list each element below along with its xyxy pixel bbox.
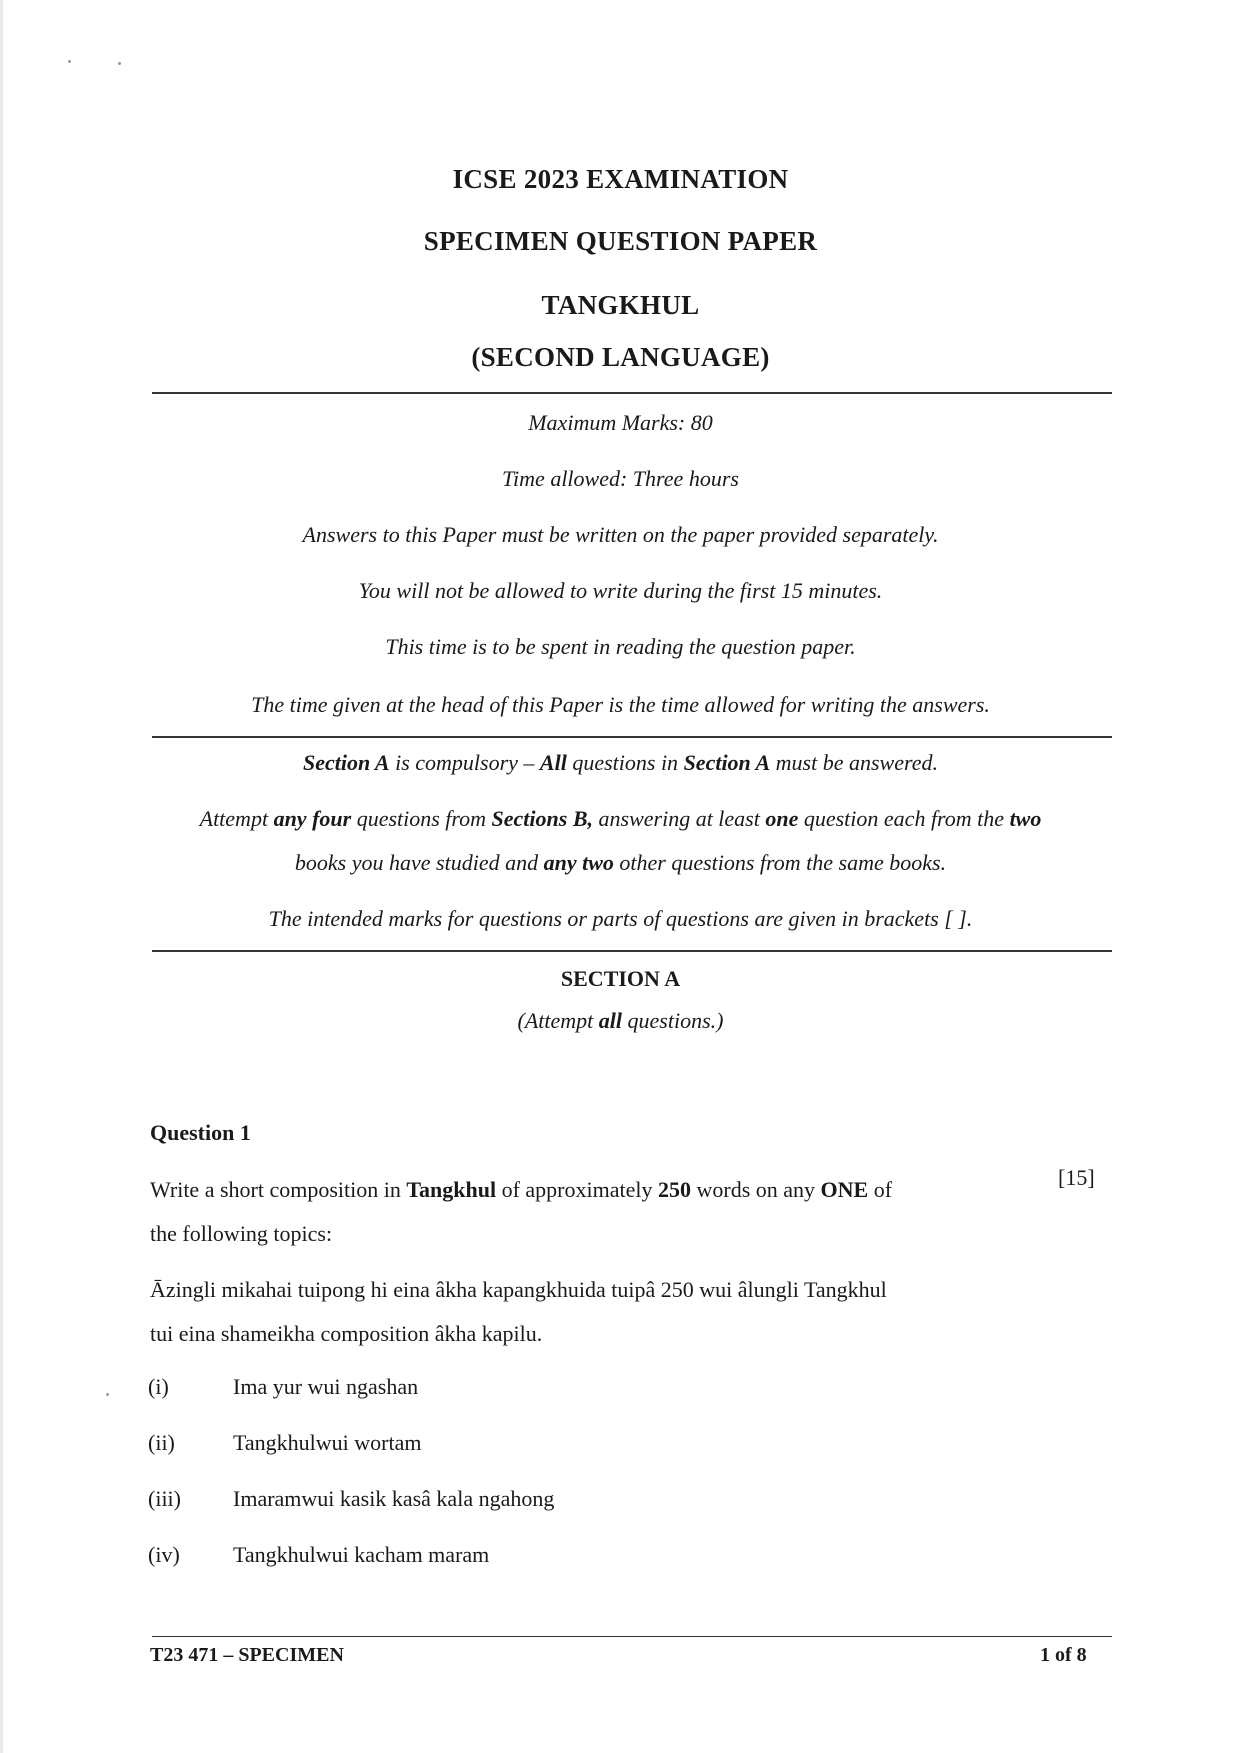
section-sub-text: (Attempt xyxy=(517,1008,599,1033)
info-line-4: The time given at the head of this Paper is the time allowed for writing the answers. xyxy=(251,692,990,717)
prompt-bold: 250 xyxy=(657,1177,691,1202)
page-edge-shadow xyxy=(0,0,3,1753)
instruction-1 xyxy=(0,750,1241,776)
question-marks: [15] xyxy=(1058,1165,1095,1190)
option-number: (ii) xyxy=(148,1430,175,1455)
time-allowed: Time allowed: Three hours xyxy=(502,466,739,491)
question-prompt-line-1 xyxy=(150,1174,892,1206)
instr-text: Attempt xyxy=(199,806,274,831)
instr-bold: two xyxy=(1009,806,1042,831)
info-line-1: Answers to this Paper must be written on the paper provided separately. xyxy=(302,522,939,547)
option-text: Tangkhulwui kacham maram xyxy=(233,1542,490,1567)
section-title: SECTION A xyxy=(560,966,681,991)
tangkhul-prompt-line-2: tui eina shameikha composition âkha kapilu. xyxy=(150,1321,543,1346)
instr-text: is compulsory – xyxy=(389,750,540,775)
instr-text: questions from xyxy=(351,806,492,831)
question-prompt-line-2: the following topics: xyxy=(150,1221,333,1246)
scan-speck xyxy=(68,60,71,63)
section-subtitle xyxy=(0,1008,1241,1034)
divider xyxy=(152,736,1112,738)
option-number: (iv) xyxy=(148,1542,180,1567)
instr-text: question each from the xyxy=(798,806,1010,831)
instr-bold: Sections B, xyxy=(491,806,594,831)
instr-bold: any two xyxy=(543,850,614,875)
instr-bold: one xyxy=(765,806,799,831)
question-heading: Question 1 xyxy=(150,1120,251,1145)
option-number: (i) xyxy=(148,1374,169,1399)
max-marks: Maximum Marks: 80 xyxy=(528,410,713,435)
prompt-bold: ONE xyxy=(820,1177,869,1202)
section-sub-text: questions.) xyxy=(622,1008,724,1033)
footer-code: T23 471 – SPECIMEN xyxy=(150,1644,344,1666)
option-text: Imaramwui kasik kasâ kala ngahong xyxy=(233,1486,555,1511)
paper-title: SPECIMEN QUESTION PAPER xyxy=(423,226,818,256)
option-text: Ima yur wui ngashan xyxy=(233,1374,419,1399)
instr-bold: Section A xyxy=(303,750,390,775)
footer-divider xyxy=(152,1636,1112,1637)
prompt-text: of approximately xyxy=(496,1177,658,1202)
prompt-text: of xyxy=(868,1177,893,1202)
instr-bold: Section A xyxy=(683,750,771,775)
section-sub-bold: all xyxy=(598,1008,623,1033)
page-number: 1 of 8 xyxy=(1040,1644,1087,1666)
info-line-3: This time is to be spent in reading the question paper. xyxy=(385,634,856,659)
divider xyxy=(152,950,1112,952)
instruction-4: The intended marks for questions or parts of questions are given in brackets [ ]. xyxy=(268,906,973,931)
subject-title: TANGKHUL xyxy=(541,290,700,320)
option-number: (iii) xyxy=(148,1486,181,1511)
instr-text: books you have studied and xyxy=(294,850,544,875)
prompt-bold: Tangkhul xyxy=(406,1177,497,1202)
tangkhul-prompt-line-1: Āzingli mikahai tuipong hi eina âkha kapangkhuida tuipâ 250 wui âlungli Tangkhul xyxy=(150,1277,887,1302)
option-text: Tangkhulwui wortam xyxy=(233,1430,422,1455)
scan-speck xyxy=(118,62,121,65)
divider xyxy=(152,392,1112,394)
instr-text: must be answered. xyxy=(770,750,938,775)
exam-title: ICSE 2023 EXAMINATION xyxy=(452,164,789,194)
prompt-text: Write a short composition in xyxy=(150,1177,407,1202)
instr-text: questions in xyxy=(566,750,684,775)
instruction-3 xyxy=(0,850,1241,876)
instr-bold: All xyxy=(539,750,567,775)
instr-text: answering at least xyxy=(593,806,766,831)
instr-bold: any four xyxy=(273,806,352,831)
info-line-2: You will not be allowed to write during the first 15 minutes. xyxy=(358,578,883,603)
language-title: (SECOND LANGUAGE) xyxy=(471,342,770,372)
instr-text: other questions from the same books. xyxy=(613,850,947,875)
prompt-text: words on any xyxy=(690,1177,821,1202)
scan-speck xyxy=(106,1393,109,1396)
instruction-2 xyxy=(0,806,1241,832)
